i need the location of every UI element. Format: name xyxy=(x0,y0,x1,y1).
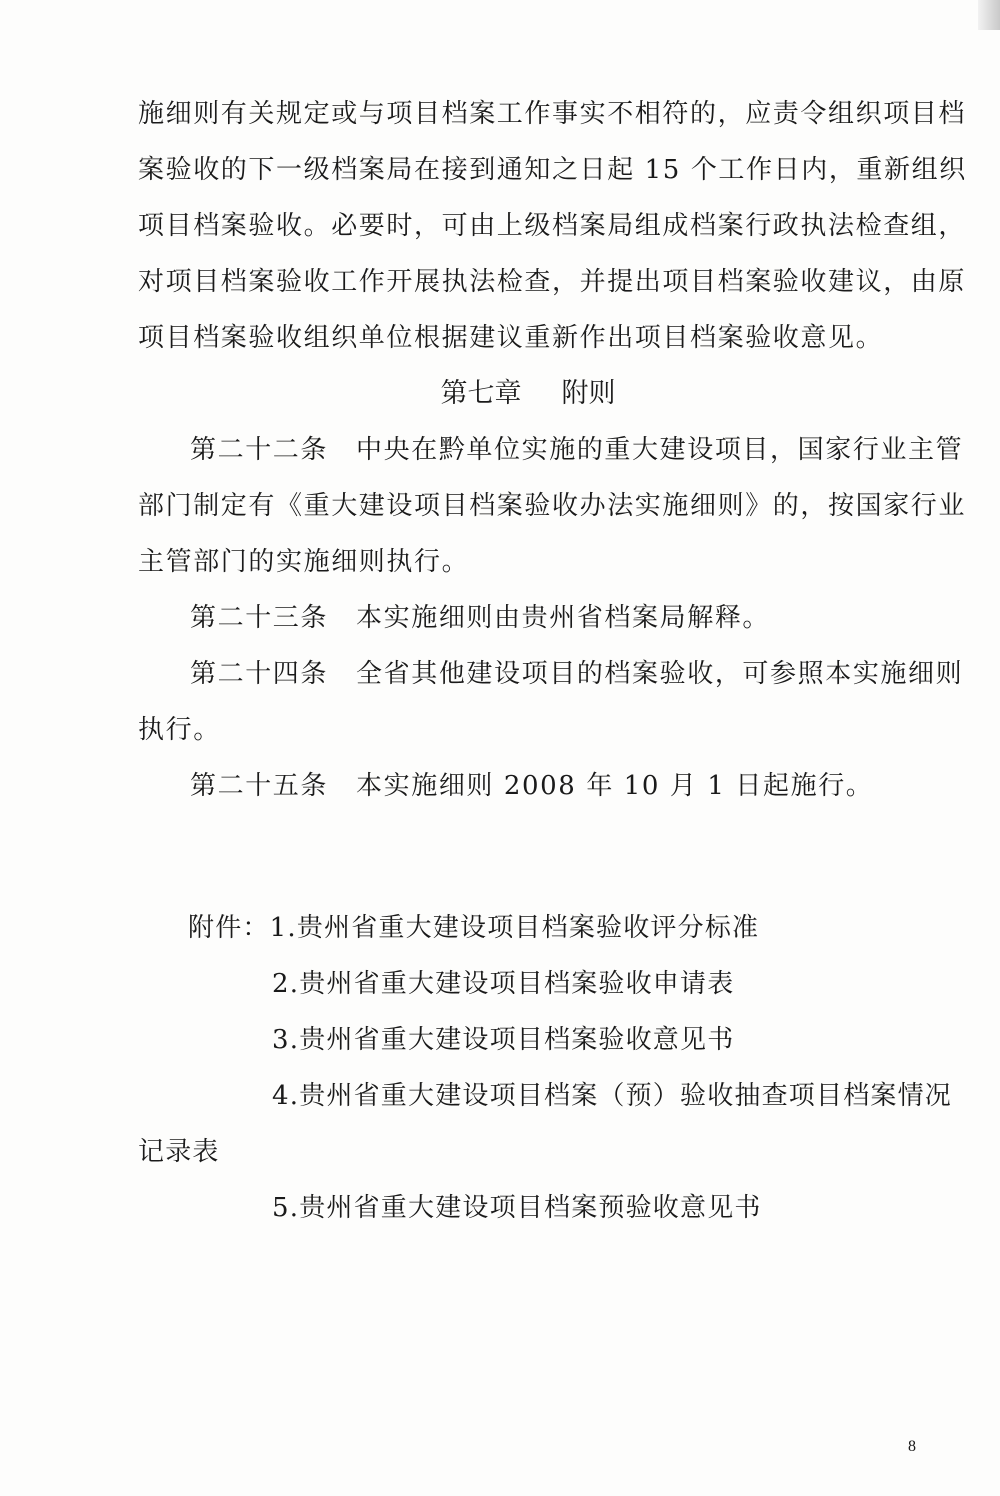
continuation-line-3: 项目档案验收。必要时，可由上级档案局组成档案行政执法检查组， xyxy=(138,211,967,241)
article-text: 本实施细则 2008 年 10 月 1 日起施行。 xyxy=(356,771,874,801)
article-text-line: 部门制定有《重大建设项目档案验收办法实施细则》的，按国家行业 xyxy=(138,491,967,521)
page-number: 8 xyxy=(908,1438,916,1455)
article-text: 中央在黔单位实施的重大建设项目，国家行业主管 xyxy=(356,435,964,465)
attachment-item-1: 1.贵州省重大建设项目档案验收评分标准 xyxy=(269,913,760,943)
chapter-heading xyxy=(138,366,928,422)
article-text-line: 主管部门的实施细则执行。 xyxy=(138,547,470,577)
article-label: 第二十五条 xyxy=(190,771,329,801)
article-label: 第二十三条 xyxy=(190,603,329,633)
article-23 xyxy=(138,590,928,646)
article-25 xyxy=(138,758,928,814)
article-text: 全省其他建设项目的档案验收，可参照本实施细则 xyxy=(356,659,964,689)
attachment-item-4: 4.贵州省重大建设项目档案（预）验收抽查项目档案情况 xyxy=(272,1081,953,1111)
scan-edge-shadow xyxy=(978,0,1000,30)
chapter-number: 第七章 xyxy=(440,378,522,409)
attachment-item-3: 3.贵州省重大建设项目档案验收意见书 xyxy=(272,1025,735,1055)
continuation-line-5: 项目档案验收组织单位根据建议重新作出项目档案验收意见。 xyxy=(138,323,884,353)
article-label: 第二十二条 xyxy=(190,435,329,465)
continuation-line-1: 施细则有关规定或与项目档案工作事实不相符的，应责令组织项目档 xyxy=(138,99,967,129)
article-text: 本实施细则由贵州省档案局解释。 xyxy=(356,603,771,633)
continuation-line-2: 案验收的下一级档案局在接到通知之日起 15 个工作日内，重新组织 xyxy=(138,155,967,185)
attachment-item-2: 2.贵州省重大建设项目档案验收申请表 xyxy=(272,969,735,999)
article-text-line: 执行。 xyxy=(138,715,221,745)
article-label: 第二十四条 xyxy=(190,659,329,689)
chapter-title: 附则 xyxy=(561,378,616,409)
attachment-item-4-continuation: 记录表 xyxy=(138,1137,220,1167)
article-22 xyxy=(138,422,967,590)
continuation-line-4: 对项目档案验收工作开展执法检查，并提出项目档案验收建议，由原 xyxy=(138,267,967,297)
article-24 xyxy=(138,646,964,758)
attachment-item-5: 5.贵州省重大建设项目档案预验收意见书 xyxy=(272,1193,762,1223)
body-text xyxy=(138,86,967,814)
attachments-lead: 附件： xyxy=(188,913,270,943)
attachments-list xyxy=(138,900,953,1236)
